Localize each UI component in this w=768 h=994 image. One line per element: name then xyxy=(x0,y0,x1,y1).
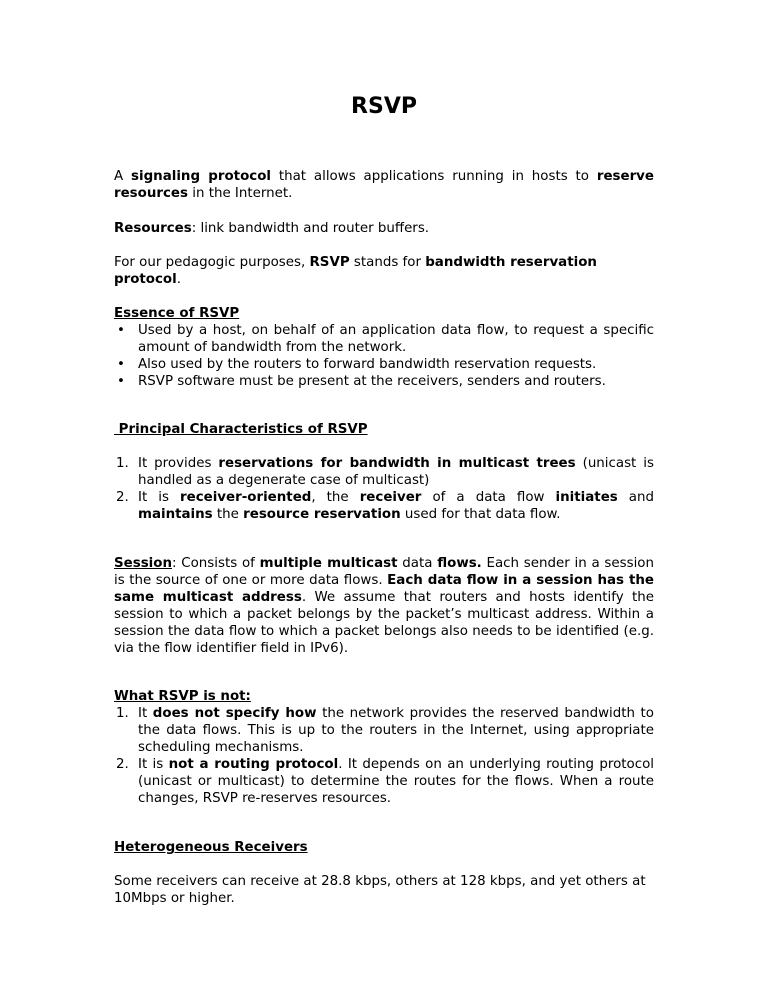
bullet-icon: • xyxy=(117,374,125,389)
list-item: 2. It is receiver-oriented, the receiver of a data flow initiates and maintains the resource reservation used for that data flow. xyxy=(116,490,654,522)
hetero-paragraph: Some receivers can receive at 28.8 kbps, others at 128 kbps, and yet others at 10Mbps or higher. xyxy=(114,874,646,906)
list-item: 1. It does not specify how the network provides the reserved bandwidth to the data flows. This is up to the routers in the Internet, using appropriate scheduling mechanisms. xyxy=(116,706,654,755)
list-item: 1. It provides reservations for bandwidth in multicast trees (unicast is handled as a degenerate case of multicast) xyxy=(116,456,654,488)
list-item: • RSVP software must be present at the receivers, senders and routers. xyxy=(117,374,606,389)
essence-list xyxy=(114,322,654,390)
list-item: • Also used by the routers to forward bandwidth reservation requests. xyxy=(117,357,597,372)
not-heading: What RSVP is not: xyxy=(114,689,251,704)
list-item: • Used by a host, on behalf of an application data flow, to request a specific amount of bandwidth from the network. xyxy=(117,323,654,355)
essence-heading: Essence of RSVP xyxy=(114,306,240,321)
bullet-icon: • xyxy=(117,357,125,372)
session-paragraph: Session: Consists of multiple multicast data flows. Each sender in a session is the source of one or more data flows. Each data flow in a session has the same multicast address. We assume that routers and hosts identify the session to which a packet belongs by the packet’s multicast address. Within a session the data flow to which a packet belongs also needs to be identified (e.g. via the flow identifier field in IPv6). xyxy=(114,556,654,656)
page-title: RSVP xyxy=(351,94,417,119)
list-item: 2. It is not a routing protocol. It depends on an underlying routing protocol (unicast or multicast) to determine the routes for the flows. When a route changes, RSVP re-reserves resources. xyxy=(116,757,654,806)
bullet-icon: • xyxy=(117,323,125,338)
principal-list xyxy=(114,455,654,523)
resources-paragraph: Resources: link bandwidth and router buffers. xyxy=(114,221,430,236)
intro-paragraph: A signaling protocol that allows applications running in hosts to reserve resources in the Internet. xyxy=(114,169,654,201)
not-list xyxy=(114,705,654,807)
pedagogic-paragraph: For our pedagogic purposes, RSVP stands for bandwidth reservation protocol. xyxy=(114,255,597,287)
hetero-heading: Heterogeneous Receivers xyxy=(114,840,308,855)
principal-heading: Principal Characteristics of RSVP xyxy=(114,422,368,437)
